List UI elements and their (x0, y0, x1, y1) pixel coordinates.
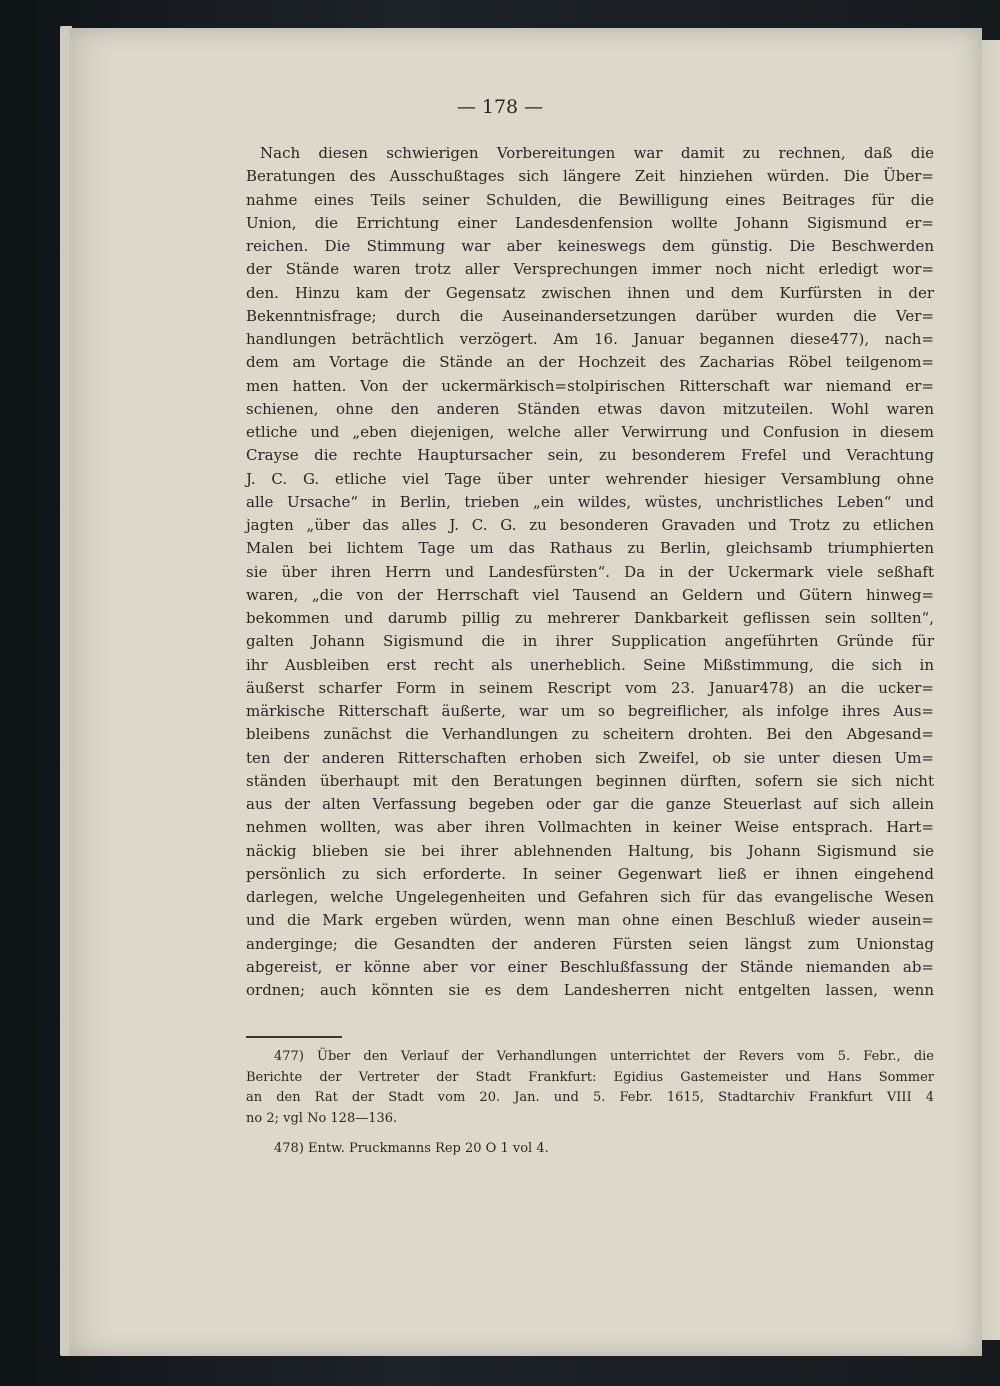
text-line: J. C. G. etliche viel Tage über unter wehrender hiesiger Versamblung ohne (246, 469, 934, 488)
text-line: persönlich zu sich erforderte. In seiner Gegenwart ließ er ihnen eingehend (246, 864, 934, 883)
footnote-line: 478) Entw. Pruckmanns Rep 20 O 1 vol 4. (274, 1141, 549, 1156)
footnote-line: Berichte der Vertreter der Stadt Frankfurt: Egidius Gastemeister und Hans Sommer (246, 1069, 934, 1085)
text-line: bekommen und darumb pillig zu mehrerer Dankbarkeit geflissen sein sollten“, (246, 609, 934, 627)
text-line: alle Ursache“ in Berlin, trieben „ein wildes, wüstes, unchristliches Leben“ und (246, 492, 934, 511)
text-line: bleibens zunächst die Verhandlungen zu scheitern drohten. Bei den Abgesand= (246, 725, 934, 744)
text-line: aus der alten Verfassung begeben oder gar die ganze Steuerlast auf sich allein (246, 795, 934, 813)
text-line: den. Hinzu kam der Gegensatz zwischen ihnen und dem Kurfürsten in der (246, 283, 934, 302)
text-line: Malen bei lichtem Tage um das Rathaus zu Berlin, gleichsamb triumphierten (246, 539, 934, 558)
footnote-line: 477) Über den Verlauf der Verhandlungen unterrichtet der Revers vom 5. Febr., die (274, 1049, 934, 1064)
text-line: äußerst scharfer Form in seinem Rescript vom 23. Januar478) an die ucker= (246, 678, 934, 697)
text-line: ten der anderen Ritterschaften erhoben sich Zweifel, ob sie unter diesen Um= (246, 748, 934, 767)
text-line: Beratungen des Ausschußtages sich längere Zeit hinziehen würden. Die Über= (246, 167, 934, 186)
text-line: etliche und „eben diejenigen, welche aller Verwirrung und Confusion in diesem (246, 423, 934, 441)
text-line: Crayse die rechte Hauptursacher sein, zu besonderem Frefel und Verachtung (246, 446, 934, 465)
text-line: Nach diesen schwierigen Vorbereitungen war damit zu rechnen, daß die (260, 144, 934, 162)
footnote-divider (246, 1036, 342, 1038)
text-line: darlegen, welche Ungelegenheiten und Gefahren sich für das evangelische Wesen (246, 888, 934, 906)
text-line: Union, die Errichtung einer Landesdenfension wollte Johann Sigismund er= (246, 213, 934, 232)
footnotes (246, 1047, 934, 1160)
text-line: näckig blieben sie bei ihrer ablehnenden Haltung, bis Johann Sigismund sie (246, 841, 934, 860)
text-line: ordnen; auch könnten sie es dem Landesherren nicht entgelten lassen, wenn (246, 981, 934, 999)
text-line: nahme eines Teils seiner Schulden, die Bewilligung eines Beitrages für die (246, 190, 934, 209)
text-line: Bekenntnisfrage; durch die Auseinandersetzungen darüber wurden die Ver= (246, 306, 934, 325)
text-line: dem am Vortage die Stände an der Hochzeit des Zacharias Röbel teilgenom= (246, 353, 934, 372)
footnote-line: no 2; vgl No 128—136. (246, 1110, 398, 1126)
text-line: men hatten. Von der uckermärkisch=stolpirischen Ritterschaft war niemand er= (246, 376, 934, 395)
page-number: — 178 — (456, 96, 544, 118)
text-line: der Stände waren trotz aller Versprechungen immer noch nicht erledigt wor= (246, 260, 934, 279)
text-line: und die Mark ergeben würden, wenn man ohne einen Beschluß wieder ausein= (246, 911, 934, 930)
text-line: abgereist, er könne aber vor einer Beschlußfassung der Stände niemanden ab= (246, 957, 934, 976)
footnote-line: an den Rat der Stadt vom 20. Jan. und 5. Febr. 1615, Stadtarchiv Frankfurt VIII 4 (246, 1090, 934, 1105)
text-line: reichen. Die Stimmung war aber keineswegs dem günstig. Die Beschwerden (246, 237, 934, 255)
body-text (246, 142, 934, 1002)
text-line: schienen, ohne den anderen Ständen etwas davon mitzuteilen. Wohl waren (246, 399, 934, 418)
text-line: jagten „über das alles J. C. G. zu besonderen Gravaden und Trotz zu etlichen (246, 516, 934, 534)
text-line: handlungen beträchtlich verzögert. Am 16. Januar begannen diese477), nach= (246, 330, 934, 348)
text-line: sie über ihren Herrn und Landesfürsten“. Da in der Uckermark viele seßhaft (246, 562, 934, 581)
text-line: galten Johann Sigismund die in ihrer Supplication angeführten Gründe für (246, 632, 934, 651)
text-line: waren, „die von der Herrschaft viel Tausend an Geldern und Gütern hinweg= (246, 585, 934, 604)
text-line: ständen überhaupt mit den Beratungen beginnen dürften, sofern sie sich nicht (246, 771, 934, 790)
text-line: ihr Ausbleiben erst recht als unerheblich. Seine Mißstimmung, die sich in (246, 655, 934, 674)
text-line: nehmen wollten, was aber ihren Vollmachten in keiner Weise entsprach. Hart= (246, 818, 934, 837)
text-line: märkische Ritterschaft äußerte, war um so begreiflicher, als infolge ihres Aus= (246, 702, 934, 720)
text-line: anderginge; die Gesandten der anderen Fürsten seien längst zum Unionstag (246, 934, 934, 953)
